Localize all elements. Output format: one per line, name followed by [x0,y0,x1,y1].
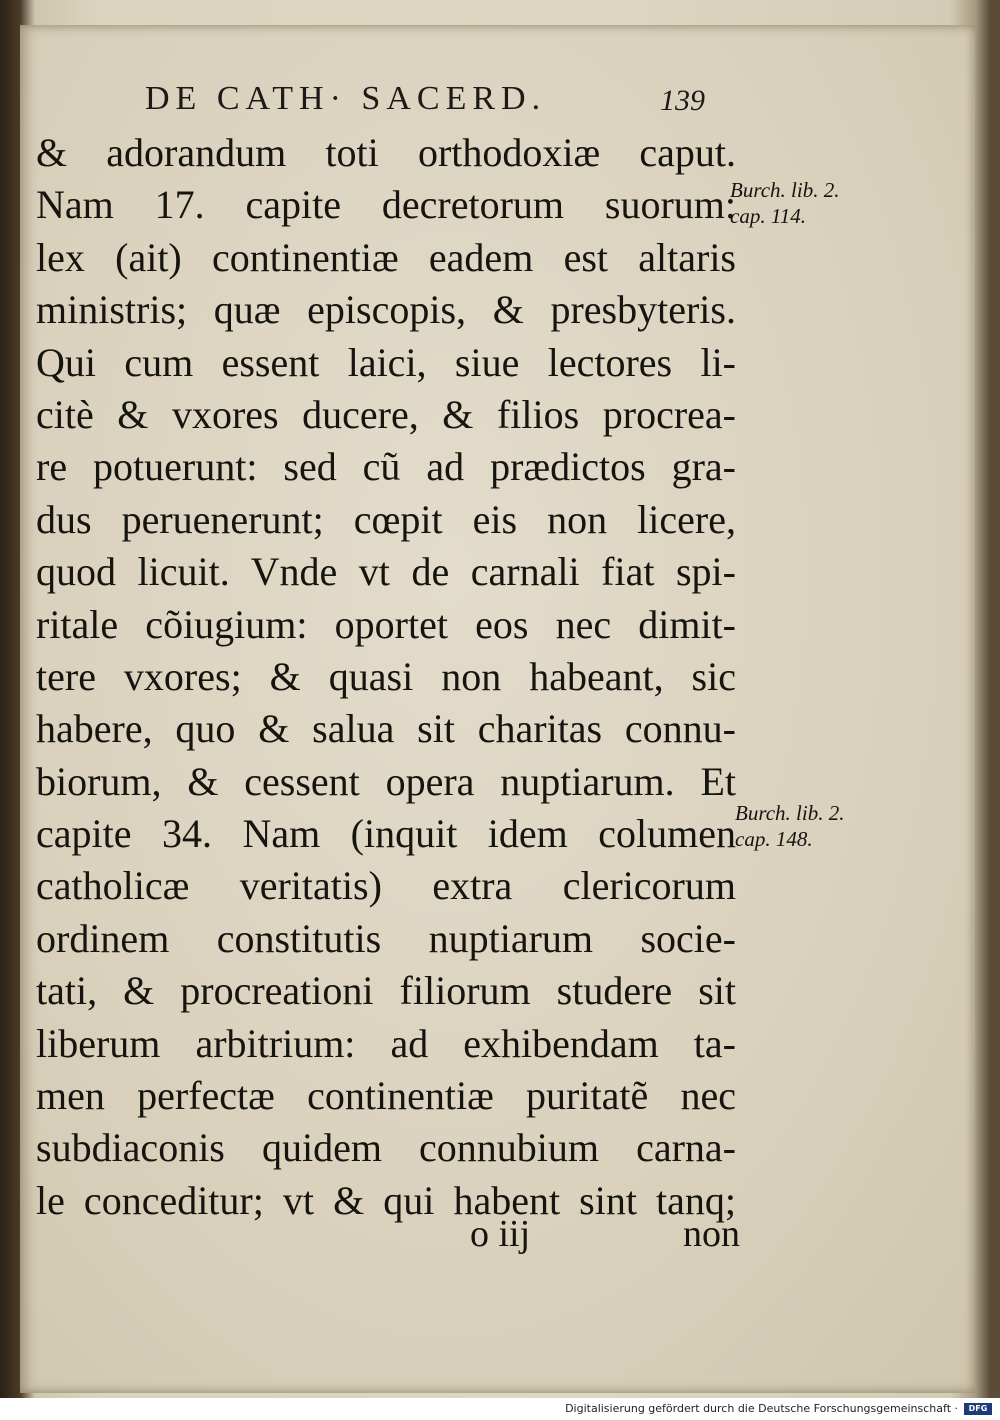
text-line: capite 34. Nam (inquit idem columen [36,811,736,857]
marginal-note-line: Burch. lib. 2. [730,178,840,202]
dfg-logo-icon: DFG [964,1403,992,1415]
marginal-note-line: Burch. lib. 2. [735,801,845,825]
text-line: le conceditur; vt & qui habent sint tanq; [36,1177,736,1223]
signature-mark: o iij [470,1213,531,1255]
text-line: dus peruenerunt; cœpit eis non licere, [36,496,736,542]
marginal-note [735,800,844,852]
text-line: Nam 17. capite decretorum suorum: [36,182,736,228]
marginal-note-line: cap. 114. [730,204,807,228]
text-line: habere, quo & salua sit charitas connu- [36,706,736,752]
text-line: men perfectæ continentiæ puritatẽ nec [36,1073,736,1119]
text-line: ordinem constitutis nuptiarum socie- [36,915,736,961]
marginal-note-line: cap. 148. [735,827,813,851]
text-line: Qui cum essent laici, siue lectores li- [36,339,736,385]
text-line: ministris; quæ episcopis, & presbyteris. [36,287,736,333]
catchword-row [470,1212,740,1260]
body-text [36,127,736,1227]
running-head: DE CATH· SACERD. [145,80,547,117]
funding-credit: Digitalisierung gefördert durch die Deutsche Forschungsgemeinschaft · [565,1402,958,1415]
marginal-note [730,177,839,229]
text-line: citè & vxores ducere, & filios procrea- [36,391,736,437]
text-line: ritale cõiugium: oportet eos nec dimit- [36,601,736,647]
digitization-footer [0,1398,1000,1420]
page-header [125,80,745,130]
text-line: lex (ait) continentiæ eadem est altaris [36,234,736,280]
text-line: & adorandum toti orthodoxiæ caput. [36,130,736,175]
text-line: catholicæ veritatis) extra clericorum [36,863,736,909]
text-line: tati, & procreationi filiorum studere sit [36,968,736,1014]
catchword: non [683,1213,740,1255]
text-line: tere vxores; & quasi non habeant, sic [36,653,736,699]
page-number: 139 [660,84,705,117]
text-line: quod licuit. Vnde vt de carnali fiat spi- [36,549,736,595]
text-line: biorum, & cessent opera nuptiarum. Et [36,758,736,804]
text-line: re potuerunt: sed cũ ad prædictos gra- [36,444,736,490]
text-line: liberum arbitrium: ad exhibendam ta- [36,1020,736,1066]
text-line: subdiaconis quidem connubium carna- [36,1125,736,1171]
